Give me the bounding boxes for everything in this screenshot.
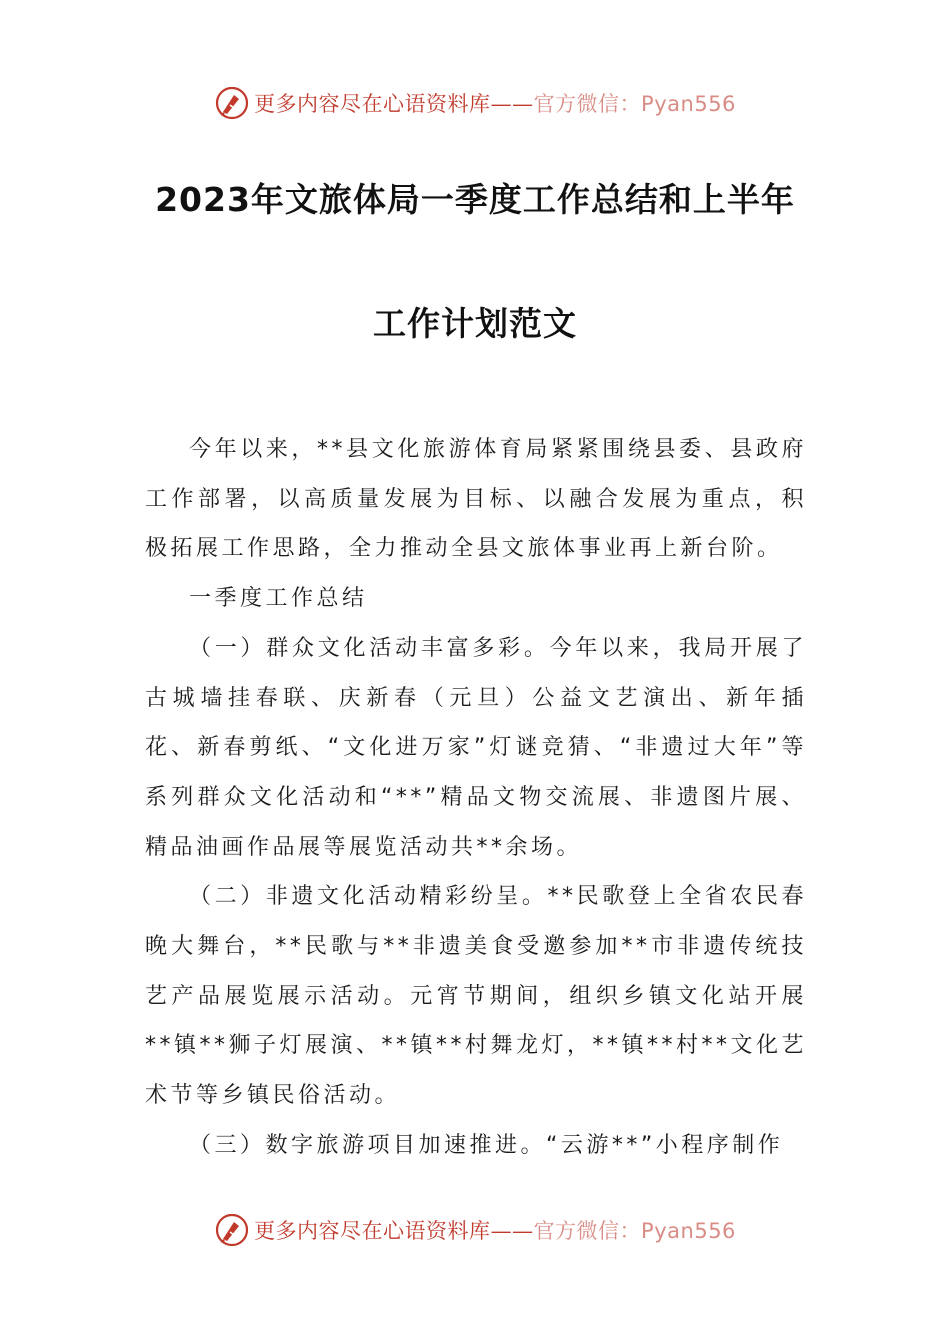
document-body	[145, 425, 807, 1171]
pen-nib-logo-icon	[214, 1212, 250, 1248]
document-title-line-1: 2023年文旅体局一季度工作总结和上半年	[155, 180, 795, 219]
footer-banner	[0, 1210, 950, 1250]
body-paragraph: （二）非遗文化活动精彩纷呈。**民歌登上全省农民春晚大舞台，**民歌与**非遗美食受邀参加**市非遗传统技艺产品展览展示活动。元宵节期间，组织乡镇文化站开展**镇**狮子灯展演、**镇**村舞龙灯，**镇**村**文化艺术节等乡镇民俗活动。	[145, 884, 808, 1109]
header-banner	[0, 83, 950, 123]
banner-text: 更多内容尽在心语资料库——官方微信：Pyan556	[254, 92, 736, 116]
banner-text: 更多内容尽在心语资料库——官方微信：Pyan556	[254, 1219, 736, 1243]
body-paragraph: （一）群众文化活动丰富多彩。今年以来，我局开展了古城墙挂春联、庆新春（元旦）公益文艺演出、新年插花、新春剪纸、“文化进万家”灯谜竞猜、“非遗过大年”等系列群众文化活动和“**”精品文物交流展、非遗图片展、精品油画作品展等展览活动共**余场。	[145, 635, 807, 860]
section-heading: 一季度工作总结	[189, 586, 368, 612]
document-title-line-2: 工作计划范文	[373, 304, 577, 343]
banner-contact: 官方微信：Pyan556	[533, 1219, 736, 1243]
intro-paragraph: 今年以来，**县文化旅游体育局紧紧围绕县委、县政府工作部署，以高质量发展为目标、以融合发展为重点，积极拓展工作思路，全力推动全县文旅体事业再上新台阶。	[145, 437, 807, 562]
body-paragraph: （三）数字旅游项目加速推进。“云游**”小程序制作	[189, 1132, 784, 1158]
pen-nib-logo-icon	[214, 85, 250, 121]
banner-contact: 官方微信：Pyan556	[533, 92, 736, 116]
